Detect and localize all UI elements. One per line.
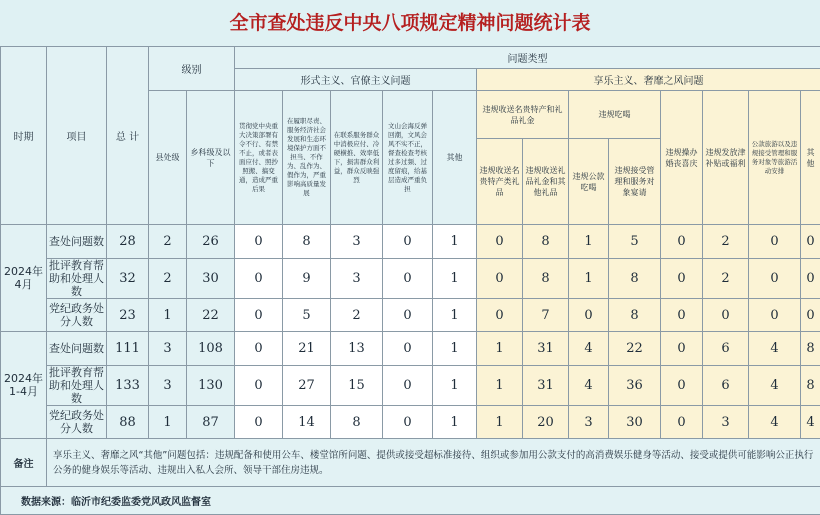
value-cell: 2 [703, 259, 749, 299]
header-subsidies: 违规发放津补贴或福利 [703, 91, 749, 225]
value-cell: 0 [801, 259, 820, 299]
header-gifts-cash: 违规收送礼品礼金和其他礼品 [523, 139, 569, 225]
header-total: 总 计 [107, 47, 149, 225]
value-cell: 3 [331, 225, 383, 259]
value-cell: 0 [235, 299, 283, 332]
table-row [1, 259, 820, 299]
header-period: 时期 [1, 47, 47, 225]
value-cell: 2 [149, 225, 187, 259]
value-cell: 5 [283, 299, 331, 332]
table-row [1, 332, 820, 366]
value-cell: 8 [801, 332, 820, 366]
value-cell: 3 [149, 332, 187, 366]
value-cell: 30 [609, 406, 661, 439]
value-cell: 22 [187, 299, 235, 332]
value-cell: 4 [749, 366, 801, 406]
value-cell: 4 [569, 332, 609, 366]
period-cell: 2024年4月 [1, 225, 47, 332]
value-cell: 3 [703, 406, 749, 439]
value-cell: 0 [383, 299, 433, 332]
value-cell: 22 [609, 332, 661, 366]
value-cell: 130 [187, 366, 235, 406]
value-cell: 0 [235, 366, 283, 406]
value-cell: 0 [235, 259, 283, 299]
header-travel: 公款旅游以及违规接受管理和服务对象等旅游活动安排 [749, 91, 801, 225]
item-cell: 党纪政务处分人数 [47, 299, 107, 332]
note-text: 享乐主义、奢靡之风“其他”问题包括：违规配备和使用公车、楼堂馆所问题、提供或接受超标准接待、组织或参加用公款支付的高消费娱乐健身等活动、接受或提供可能影响公正执行公务的健身娱乐等活动、违规出入私人会所、领导干部住房违规。 [47, 439, 820, 487]
value-cell: 0 [477, 259, 523, 299]
value-cell: 0 [383, 225, 433, 259]
data-source: 数据来源：临沂市纪委监委党风政风监督室 [1, 487, 820, 515]
value-cell: 9 [283, 259, 331, 299]
header-weddings: 违规操办婚丧喜庆 [661, 91, 703, 225]
header-hedonism: 享乐主义、奢靡之风问题 [477, 69, 820, 91]
value-cell: 4 [749, 406, 801, 439]
value-cell: 8 [331, 406, 383, 439]
page-title: 全市查处违反中央八项规定精神问题统计表 [0, 0, 820, 46]
header-hedonism-other: 其他 [801, 91, 820, 225]
value-cell: 0 [235, 225, 283, 259]
value-cell: 1 [433, 406, 477, 439]
value-cell: 13 [331, 332, 383, 366]
value-cell: 1 [477, 406, 523, 439]
value-cell: 6 [703, 332, 749, 366]
value-cell: 4 [569, 366, 609, 406]
value-cell: 0 [661, 406, 703, 439]
value-cell: 8 [609, 259, 661, 299]
value-cell: 1 [569, 225, 609, 259]
value-cell: 14 [283, 406, 331, 439]
item-cell: 党纪政务处分人数 [47, 406, 107, 439]
value-cell: 8 [523, 225, 569, 259]
value-cell: 1 [433, 366, 477, 406]
value-cell: 27 [283, 366, 331, 406]
table-row [1, 366, 820, 406]
value-cell: 111 [107, 332, 149, 366]
item-cell: 批评教育帮助和处理人数 [47, 366, 107, 406]
value-cell: 0 [749, 225, 801, 259]
note-row [1, 439, 820, 487]
value-cell: 0 [661, 299, 703, 332]
note-label: 备注 [1, 439, 47, 487]
value-cell: 1 [477, 332, 523, 366]
value-cell: 3 [149, 366, 187, 406]
header-formalism: 形式主义、官僚主义问题 [235, 69, 477, 91]
header-gifts-specialty: 违规收送名贵特产类礼品 [477, 139, 523, 225]
value-cell: 0 [235, 332, 283, 366]
header-dining-banquet: 违规接受管理和服务对象宴请 [609, 139, 661, 225]
value-cell: 30 [187, 259, 235, 299]
value-cell: 0 [749, 299, 801, 332]
value-cell: 0 [383, 366, 433, 406]
value-cell: 133 [107, 366, 149, 406]
value-cell: 1 [149, 299, 187, 332]
value-cell: 0 [703, 299, 749, 332]
value-cell: 36 [609, 366, 661, 406]
header-dining: 违规吃喝 [569, 91, 661, 139]
header-dining-public: 违规公款吃喝 [569, 139, 609, 225]
value-cell: 0 [235, 406, 283, 439]
value-cell: 108 [187, 332, 235, 366]
value-cell: 0 [477, 225, 523, 259]
value-cell: 1 [569, 259, 609, 299]
header-gifts: 违规收送名贵特产和礼品礼金 [477, 91, 569, 139]
header-formalism-2: 在履职尽责、服务经济社会发展和生态环境保护方面不担当、不作为、乱作为、假作为，严重影响高质量发展 [283, 91, 331, 225]
table-row [1, 299, 820, 332]
value-cell: 2 [331, 299, 383, 332]
value-cell: 1 [433, 332, 477, 366]
value-cell: 8 [283, 225, 331, 259]
value-cell: 0 [801, 225, 820, 259]
table-row [1, 406, 820, 439]
value-cell: 0 [383, 259, 433, 299]
value-cell: 3 [331, 259, 383, 299]
value-cell: 8 [523, 259, 569, 299]
value-cell: 88 [107, 406, 149, 439]
header-problem-type: 问题类型 [235, 47, 820, 69]
value-cell: 4 [801, 406, 820, 439]
value-cell: 32 [107, 259, 149, 299]
value-cell: 3 [569, 406, 609, 439]
value-cell: 31 [523, 366, 569, 406]
value-cell: 8 [801, 366, 820, 406]
header-formalism-3: 在联系服务群众中消极应付、冷硬横推、效率低下，损害群众利益，群众反映强烈 [331, 91, 383, 225]
value-cell: 1 [149, 406, 187, 439]
value-cell: 0 [661, 225, 703, 259]
header-formalism-1: 贯彻党中央重大决策部署有令不行、有禁不止，或者表面应付、照抄照搬、搞变通，造成严重后果 [235, 91, 283, 225]
item-cell: 查处问题数 [47, 332, 107, 366]
header-formalism-other: 其他 [433, 91, 477, 225]
value-cell: 8 [609, 299, 661, 332]
value-cell: 0 [749, 259, 801, 299]
value-cell: 23 [107, 299, 149, 332]
value-cell: 1 [477, 366, 523, 406]
source-row [1, 487, 820, 515]
value-cell: 87 [187, 406, 235, 439]
value-cell: 0 [477, 299, 523, 332]
item-cell: 查处问题数 [47, 225, 107, 259]
value-cell: 1 [433, 225, 477, 259]
header-level-township: 乡科级及以下 [187, 91, 235, 225]
value-cell: 1 [433, 259, 477, 299]
value-cell: 4 [749, 332, 801, 366]
value-cell: 5 [609, 225, 661, 259]
value-cell: 0 [661, 259, 703, 299]
value-cell: 21 [283, 332, 331, 366]
value-cell: 31 [523, 332, 569, 366]
header-formalism-4: 文山会海反弹回潮，文风会风不实不正，督查检查考核过多过频、过度留痕，给基层造成严重负担 [383, 91, 433, 225]
header-level-county: 县处级 [149, 91, 187, 225]
period-cell: 2024年1-4月 [1, 332, 47, 439]
table-row [1, 225, 820, 259]
value-cell: 0 [569, 299, 609, 332]
value-cell: 1 [433, 299, 477, 332]
header-level: 级别 [149, 47, 235, 91]
value-cell: 0 [661, 332, 703, 366]
value-cell: 15 [331, 366, 383, 406]
value-cell: 20 [523, 406, 569, 439]
value-cell: 26 [187, 225, 235, 259]
value-cell: 2 [703, 225, 749, 259]
value-cell: 0 [801, 299, 820, 332]
value-cell: 28 [107, 225, 149, 259]
value-cell: 6 [703, 366, 749, 406]
statistics-table [0, 46, 820, 515]
value-cell: 2 [149, 259, 187, 299]
value-cell: 0 [383, 406, 433, 439]
value-cell: 7 [523, 299, 569, 332]
value-cell: 0 [661, 366, 703, 406]
value-cell: 0 [383, 332, 433, 366]
item-cell: 批评教育帮助和处理人数 [47, 259, 107, 299]
header-item: 项目 [47, 47, 107, 225]
